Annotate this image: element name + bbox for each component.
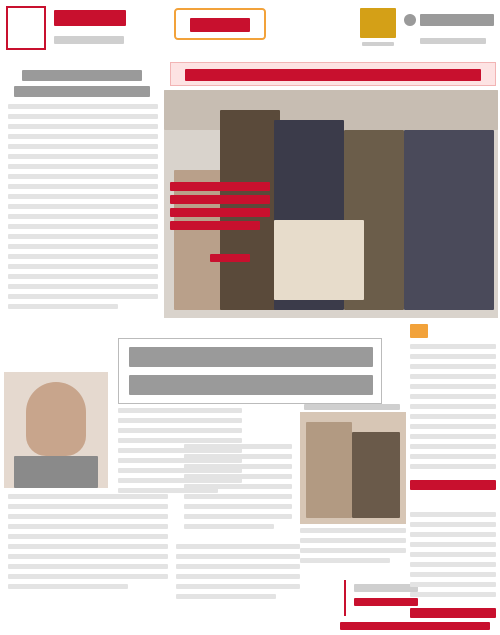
top-story-headline-banner bbox=[170, 62, 496, 86]
feature-text-column bbox=[184, 444, 294, 540]
supplement-logo bbox=[54, 8, 128, 28]
page-number-box bbox=[6, 6, 46, 50]
left-column-body bbox=[8, 104, 160, 316]
inset-caption bbox=[300, 402, 406, 412]
publication-logo bbox=[404, 12, 496, 34]
anniversary-logo bbox=[356, 4, 400, 52]
issue-date bbox=[54, 34, 134, 46]
right-pullquote bbox=[410, 324, 498, 504]
sidebar-caption bbox=[300, 528, 410, 576]
right-pullquote-2 bbox=[410, 512, 498, 624]
feature-headline bbox=[118, 338, 382, 404]
website bbox=[420, 36, 496, 46]
feature-body-left bbox=[8, 494, 172, 598]
portrait-photo bbox=[4, 372, 108, 488]
top-story-byline bbox=[210, 252, 254, 264]
photo-caption bbox=[168, 180, 276, 250]
inset-photo bbox=[300, 412, 406, 524]
section-title-box bbox=[174, 8, 266, 40]
feature-body-middle bbox=[176, 544, 302, 614]
masthead bbox=[0, 0, 500, 58]
left-column-title bbox=[8, 66, 158, 100]
footer-credit bbox=[340, 620, 496, 632]
